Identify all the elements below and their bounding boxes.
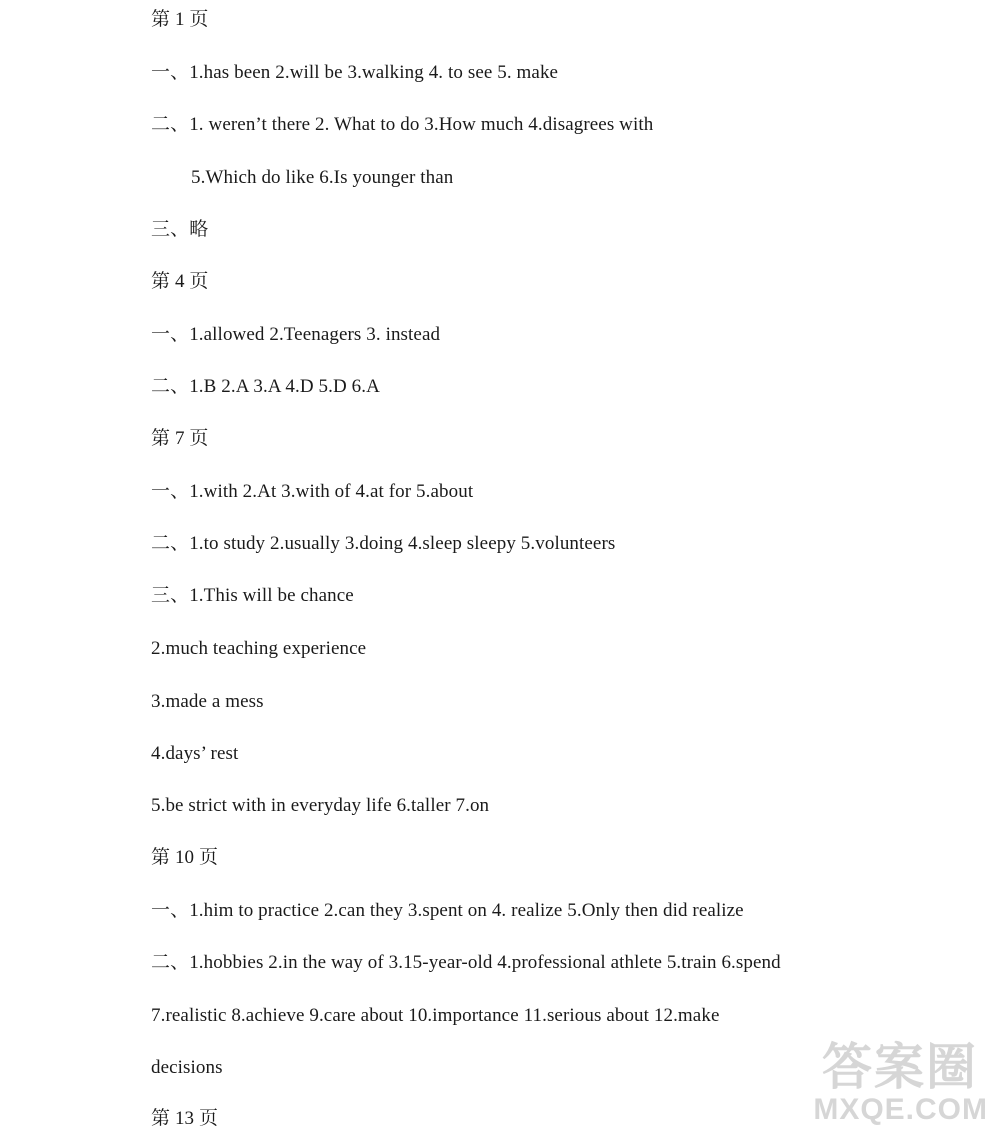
answer-line: 一、1.him to practice 2.can they 3.spent on 4. realize 5.Only then did realize xyxy=(151,900,744,921)
watermark-logo xyxy=(813,1027,988,1127)
answer-line: 一、1.allowed 2.Teenagers 3. instead xyxy=(151,324,441,345)
answer-line: 一、1.has been 2.will be 3.walking 4. to see 5. make xyxy=(151,62,559,83)
watermark-bottom-text: MXQE.COM xyxy=(813,1093,988,1126)
answer-line: 3.made a mess xyxy=(151,691,264,712)
answer-line: 5.be strict with in everyday life 6.taller 7.on xyxy=(151,795,490,816)
page-heading-13: 第 13 页 xyxy=(151,1108,219,1129)
page-heading-7: 第 7 页 xyxy=(151,428,209,449)
answer-line: 5.Which do like 6.Is younger than xyxy=(191,167,454,188)
answer-line: 二、1.hobbies 2.in the way of 3.15-year-old 4.professional athlete 5.train 6.spend xyxy=(151,952,781,973)
answer-line: 二、1. weren’t there 2. What to do 3.How much 4.disagrees with xyxy=(151,114,654,135)
answer-line: 7.realistic 8.achieve 9.care about 10.importance 11.serious about 12.make xyxy=(151,1005,720,1026)
answer-line: 二、1.B 2.A 3.A 4.D 5.D 6.A xyxy=(151,376,380,397)
page-heading-10: 第 10 页 xyxy=(151,847,219,868)
answer-line: 2.much teaching experience xyxy=(151,638,367,659)
answer-line: 二、1.to study 2.usually 3.doing 4.sleep sleepy 5.volunteers xyxy=(151,533,616,554)
answer-line: 三、1.This will be chance xyxy=(151,585,354,606)
answer-line: 一、1.with 2.At 3.with of 4.at for 5.about xyxy=(151,481,474,502)
answer-line: decisions xyxy=(151,1057,223,1078)
watermark-top-text: 答案圈 xyxy=(822,1038,978,1096)
answer-line: 4.days’ rest xyxy=(151,743,239,764)
page-heading-4: 第 4 页 xyxy=(151,271,209,292)
answer-line: 三、略 xyxy=(151,219,209,240)
page-heading-1: 第 1 页 xyxy=(151,9,209,30)
